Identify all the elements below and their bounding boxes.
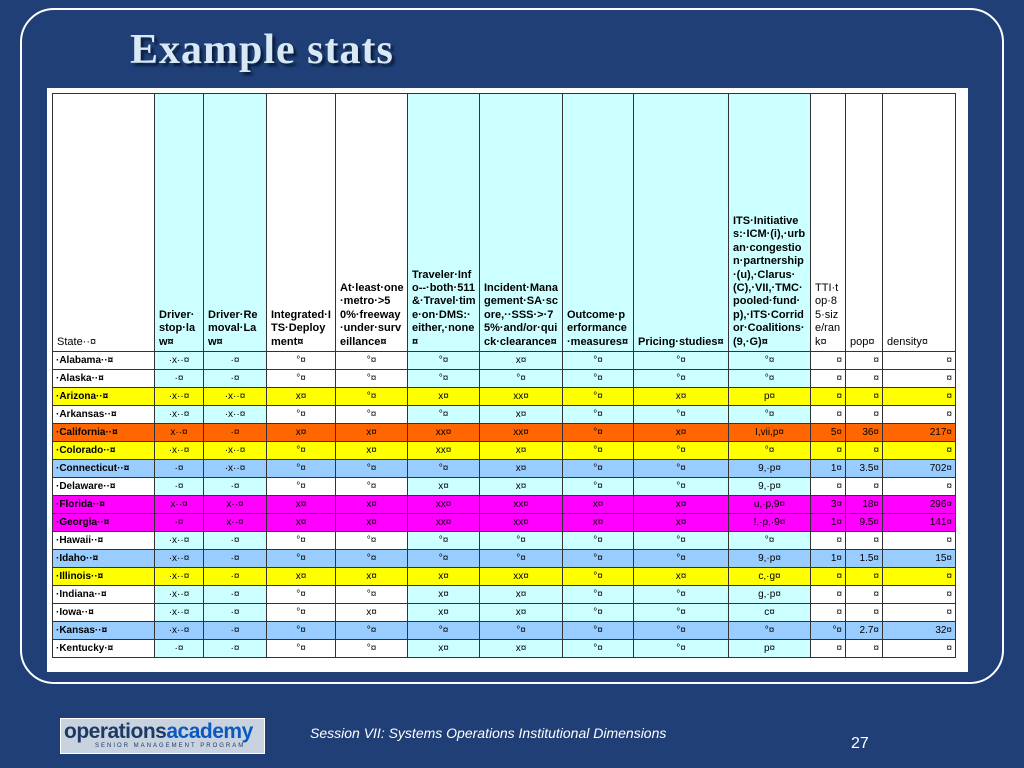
table-cell: °¤ (267, 406, 336, 424)
table-cell: ·x··¤ (204, 388, 267, 406)
table-cell: ¤ (846, 586, 883, 604)
table-cell: p¤ (729, 640, 811, 658)
table-row (53, 424, 956, 442)
table-cell: x¤ (267, 424, 336, 442)
column-header-10: TTI·top·85·size/rank¤ (811, 94, 846, 352)
table-cell: °¤ (563, 388, 634, 406)
table-row (53, 460, 956, 478)
table-cell: ¤ (811, 478, 846, 496)
table-row (53, 442, 956, 460)
table-cell: x¤ (336, 496, 408, 514)
table-cell: °¤ (563, 532, 634, 550)
table-cell: °¤ (729, 532, 811, 550)
table-cell: ·¤ (204, 586, 267, 604)
table-cell: ·x··¤ (155, 586, 204, 604)
table-cell: u,·p,9¤ (729, 496, 811, 514)
table-row (53, 370, 956, 388)
table-body (53, 352, 956, 658)
table-cell: ¤ (811, 532, 846, 550)
table-cell: °¤ (729, 352, 811, 370)
state-cell: ·Illinois··¤ (53, 568, 155, 586)
table-cell: ·¤ (204, 622, 267, 640)
table-cell: °¤ (267, 532, 336, 550)
table-row (53, 388, 956, 406)
table-cell: ¤ (811, 406, 846, 424)
table-cell: ·¤ (204, 640, 267, 658)
table-cell: x¤ (336, 568, 408, 586)
table-cell: x··¤ (155, 496, 204, 514)
slide-title: Example stats (130, 27, 394, 73)
table-cell: ¤ (846, 640, 883, 658)
table-cell: x¤ (408, 568, 480, 586)
table-cell: ¤ (883, 370, 956, 388)
table-cell: °¤ (336, 370, 408, 388)
table-cell: ¤ (883, 568, 956, 586)
table-cell: °¤ (336, 388, 408, 406)
table-cell: ·x··¤ (155, 604, 204, 622)
state-cell: ·Arizona··¤ (53, 388, 155, 406)
table-cell: ·x··¤ (155, 406, 204, 424)
table-cell: ¤ (846, 370, 883, 388)
table-cell: °¤ (267, 550, 336, 568)
table-cell: ·x··¤ (155, 622, 204, 640)
table-cell: °¤ (267, 370, 336, 388)
state-cell: ·Alabama··¤ (53, 352, 155, 370)
table-cell: 702¤ (883, 460, 956, 478)
table-cell: x··¤ (155, 424, 204, 442)
table-cell: ¤ (811, 370, 846, 388)
table-cell: ·x··¤ (204, 460, 267, 478)
table-row (53, 640, 956, 658)
table-cell: x¤ (634, 568, 729, 586)
state-cell: ·Iowa··¤ (53, 604, 155, 622)
table-cell: °¤ (634, 478, 729, 496)
table-cell: g,·p¤ (729, 586, 811, 604)
column-header-8: Pricing·studies¤ (634, 94, 729, 352)
table-cell: °¤ (480, 370, 563, 388)
table-cell: x¤ (336, 514, 408, 532)
table-cell: x¤ (480, 478, 563, 496)
table-cell: °¤ (634, 460, 729, 478)
table-cell: ¤ (846, 478, 883, 496)
table-cell: ·x··¤ (155, 568, 204, 586)
table-cell: 1.5¤ (846, 550, 883, 568)
state-cell: ·Kentucky·¤ (53, 640, 155, 658)
table-cell: °¤ (634, 352, 729, 370)
table-row (53, 586, 956, 604)
table-cell: ·¤ (204, 550, 267, 568)
table-cell: °¤ (634, 550, 729, 568)
table-row (53, 604, 956, 622)
table-cell: ·¤ (155, 370, 204, 388)
table-cell: ·¤ (155, 514, 204, 532)
table-cell: ¤ (811, 352, 846, 370)
table-cell: ·x··¤ (155, 352, 204, 370)
table-cell: ·x··¤ (155, 442, 204, 460)
table-cell: °¤ (267, 460, 336, 478)
table-cell: 36¤ (846, 424, 883, 442)
table-cell: x¤ (634, 496, 729, 514)
table-row (53, 622, 956, 640)
logo-wordmark (64, 720, 253, 744)
table-cell: °¤ (267, 586, 336, 604)
column-header-6: Incident·Management·SA·score,··SSS·>·75%·and/or·quick·clearance¤ (480, 94, 563, 352)
table-cell: °¤ (563, 586, 634, 604)
column-header-12: density¤ (883, 94, 956, 352)
table-cell: °¤ (634, 442, 729, 460)
table-cell: 18¤ (846, 496, 883, 514)
table-cell: ¤ (811, 604, 846, 622)
table-cell: xx¤ (408, 514, 480, 532)
footer-session-text: Session VII: Systems Operations Institutional Dimensions (310, 725, 667, 741)
table-cell: x¤ (480, 442, 563, 460)
table-cell: ·x··¤ (155, 388, 204, 406)
table-cell: ¤ (811, 586, 846, 604)
state-cell: ·Connecticut··¤ (53, 460, 155, 478)
table-cell: x¤ (480, 406, 563, 424)
table-cell: °¤ (563, 568, 634, 586)
table-cell: °¤ (563, 604, 634, 622)
column-header-0: State··¤ (53, 94, 155, 352)
table-cell: xx¤ (480, 388, 563, 406)
table-cell: x··¤ (204, 514, 267, 532)
table-cell: °¤ (480, 550, 563, 568)
table-cell: x¤ (336, 442, 408, 460)
table-cell: ·x··¤ (155, 532, 204, 550)
table-cell: °¤ (563, 622, 634, 640)
table-cell: x¤ (267, 388, 336, 406)
table-cell: ·¤ (155, 460, 204, 478)
page-number: 27 (851, 735, 869, 752)
state-cell: ·Indiana··¤ (53, 586, 155, 604)
table-cell: p¤ (729, 388, 811, 406)
table-row (53, 406, 956, 424)
table-cell: ¤ (811, 640, 846, 658)
table-cell: I,vii,p¤ (729, 424, 811, 442)
table-cell: °¤ (634, 586, 729, 604)
table-cell: °¤ (563, 406, 634, 424)
table-row (53, 352, 956, 370)
table-cell: °¤ (408, 406, 480, 424)
table-cell: 2.7¤ (846, 622, 883, 640)
table-cell: ¤ (846, 604, 883, 622)
table-cell: ¤ (846, 532, 883, 550)
table-cell: xx¤ (408, 496, 480, 514)
table-cell: °¤ (408, 460, 480, 478)
table-cell: ¤ (883, 406, 956, 424)
table-cell: ¤ (811, 442, 846, 460)
table-cell: °¤ (267, 442, 336, 460)
table-cell: °¤ (563, 424, 634, 442)
table-cell: °¤ (729, 406, 811, 424)
table-cell: °¤ (729, 442, 811, 460)
state-cell: ·Florida··¤ (53, 496, 155, 514)
table-cell: ·x··¤ (204, 406, 267, 424)
logo-part-1: operations (64, 720, 167, 743)
table-cell: °¤ (267, 640, 336, 658)
table-cell: x¤ (267, 568, 336, 586)
column-header-9: ITS·Initiatives:·ICM·(i),·urban·congestion·partnership·(u),·Clarus·(C),·VII,·TMC·pooled·fund·p),·ITS·Corridor·Coalitions·(9,·G)¤ (729, 94, 811, 352)
table-row (53, 550, 956, 568)
table-cell: ¤ (846, 442, 883, 460)
table-cell: c,·g¤ (729, 568, 811, 586)
operations-academy-logo (60, 718, 265, 754)
table-cell: °¤ (336, 640, 408, 658)
table-cell: x¤ (408, 388, 480, 406)
table-cell: °¤ (563, 370, 634, 388)
table-cell: ·¤ (155, 478, 204, 496)
table-cell: ·¤ (204, 478, 267, 496)
table-cell: ¤ (883, 604, 956, 622)
logo-subtitle: SENIOR MANAGEMENT PROGRAM (95, 743, 246, 749)
table-cell: °¤ (408, 370, 480, 388)
table-cell: °¤ (408, 622, 480, 640)
table-cell: 9,·p¤ (729, 550, 811, 568)
table-cell: x¤ (408, 640, 480, 658)
table-cell: 9,·p¤ (729, 460, 811, 478)
table-cell: °¤ (408, 352, 480, 370)
table-cell: °¤ (729, 370, 811, 388)
column-header-7: Outcome·performance·measures¤ (563, 94, 634, 352)
table-cell: °¤ (480, 532, 563, 550)
table-cell: ¤ (883, 442, 956, 460)
table-cell: °¤ (634, 370, 729, 388)
table-cell: 15¤ (883, 550, 956, 568)
table-cell: xx¤ (480, 514, 563, 532)
table-cell: 1¤ (811, 460, 846, 478)
table-cell: ¤ (846, 388, 883, 406)
table-cell: x··¤ (204, 496, 267, 514)
table-cell: °¤ (267, 622, 336, 640)
state-cell: ·Delaware··¤ (53, 478, 155, 496)
table-cell: °¤ (563, 550, 634, 568)
table-cell: x¤ (634, 388, 729, 406)
column-header-11: pop¤ (846, 94, 883, 352)
table-cell: °¤ (634, 406, 729, 424)
table-cell: x¤ (563, 514, 634, 532)
table-cell: 3¤ (811, 496, 846, 514)
table-cell: xx¤ (480, 568, 563, 586)
column-header-2: Driver·Removal·Law¤ (204, 94, 267, 352)
table-cell: ¤ (883, 478, 956, 496)
table-cell: ¤ (883, 388, 956, 406)
table-cell: ¤ (883, 532, 956, 550)
column-header-4: At·least·one·metro·>50%·freeway·under·surveillance¤ (336, 94, 408, 352)
table-cell: ¤ (811, 388, 846, 406)
table-cell: c¤ (729, 604, 811, 622)
state-cell: ·California··¤ (53, 424, 155, 442)
table-sheet (47, 88, 968, 672)
table-cell: ·¤ (155, 640, 204, 658)
table-cell: 141¤ (883, 514, 956, 532)
table-cell: ·x··¤ (204, 442, 267, 460)
state-cell: ·Georgia··¤ (53, 514, 155, 532)
state-cell: ·Kansas··¤ (53, 622, 155, 640)
table-cell: °¤ (634, 532, 729, 550)
table-cell: ·x··¤ (155, 550, 204, 568)
table-cell: x¤ (267, 496, 336, 514)
table-cell: x¤ (480, 640, 563, 658)
state-cell: ·Arkansas··¤ (53, 406, 155, 424)
state-cell: ·Alaska··¤ (53, 370, 155, 388)
table-cell: x¤ (480, 352, 563, 370)
table-cell: ¤ (883, 640, 956, 658)
column-header-3: Integrated·ITS·Deployment¤ (267, 94, 336, 352)
table-cell: ¤ (811, 568, 846, 586)
table-row (53, 478, 956, 496)
table-cell: 3.5¤ (846, 460, 883, 478)
table-cell: °¤ (563, 352, 634, 370)
table-cell: °¤ (408, 550, 480, 568)
table-cell: ·¤ (204, 424, 267, 442)
table-cell: ·¤ (204, 568, 267, 586)
table-cell: xx¤ (480, 424, 563, 442)
table-row (53, 514, 956, 532)
table-cell: °¤ (563, 640, 634, 658)
table-cell: °¤ (563, 478, 634, 496)
table-cell: °¤ (563, 460, 634, 478)
state-cell: ·Colorado··¤ (53, 442, 155, 460)
column-header-5: Traveler·Info--·both·511&·Travel·time·on·DMS:·either,·none¤ (408, 94, 480, 352)
table-cell: x¤ (563, 496, 634, 514)
table-cell: x¤ (336, 604, 408, 622)
table-cell: °¤ (408, 532, 480, 550)
table-cell: °¤ (336, 550, 408, 568)
table-cell: ¤ (846, 406, 883, 424)
table-cell: °¤ (811, 622, 846, 640)
table-cell: °¤ (634, 640, 729, 658)
table-cell: ¤ (883, 586, 956, 604)
table-cell: ·¤ (204, 532, 267, 550)
table-cell: °¤ (336, 532, 408, 550)
table-cell: °¤ (729, 622, 811, 640)
table-cell: °¤ (336, 406, 408, 424)
table-cell: ·¤ (204, 370, 267, 388)
table-cell: xx¤ (408, 424, 480, 442)
table-cell: °¤ (634, 604, 729, 622)
table-cell: xx¤ (408, 442, 480, 460)
logo-part-2: academy (166, 720, 253, 743)
table-cell: x¤ (634, 424, 729, 442)
table-cell: °¤ (336, 352, 408, 370)
table-cell: ¤ (883, 352, 956, 370)
table-row (53, 496, 956, 514)
table-cell: x¤ (267, 514, 336, 532)
table-cell: ¤ (846, 568, 883, 586)
table-cell: °¤ (336, 460, 408, 478)
table-cell: !,·p,·9¤ (729, 514, 811, 532)
table-cell: 1¤ (811, 550, 846, 568)
table-cell: °¤ (336, 478, 408, 496)
table-cell: °¤ (336, 622, 408, 640)
table-cell: °¤ (336, 586, 408, 604)
table-cell: xx¤ (480, 496, 563, 514)
table-cell: 217¤ (883, 424, 956, 442)
table-cell: 32¤ (883, 622, 956, 640)
table-header-row (53, 94, 956, 352)
table-cell: 9,·p¤ (729, 478, 811, 496)
table-cell: 5¤ (811, 424, 846, 442)
table-cell: x¤ (480, 586, 563, 604)
stats-table (52, 93, 956, 658)
table-cell: 296¤ (883, 496, 956, 514)
table-cell: °¤ (480, 622, 563, 640)
table-cell: x¤ (408, 586, 480, 604)
table-cell: x¤ (480, 460, 563, 478)
table-cell: °¤ (267, 478, 336, 496)
table-cell: ¤ (846, 352, 883, 370)
table-cell: ·¤ (204, 604, 267, 622)
table-cell: °¤ (563, 442, 634, 460)
table-cell: 1¤ (811, 514, 846, 532)
column-header-1: Driver·stop·law¤ (155, 94, 204, 352)
table-cell: °¤ (267, 604, 336, 622)
table-cell: °¤ (267, 352, 336, 370)
table-row (53, 532, 956, 550)
table-cell: 9.5¤ (846, 514, 883, 532)
table-cell: x¤ (336, 424, 408, 442)
table-cell: x¤ (408, 604, 480, 622)
table-cell: x¤ (480, 604, 563, 622)
state-cell: ·Hawaii··¤ (53, 532, 155, 550)
table-cell: x¤ (634, 514, 729, 532)
table-cell: x¤ (408, 478, 480, 496)
state-cell: ·Idaho··¤ (53, 550, 155, 568)
table-cell: °¤ (634, 622, 729, 640)
table-cell: ·¤ (204, 352, 267, 370)
table-row (53, 568, 956, 586)
